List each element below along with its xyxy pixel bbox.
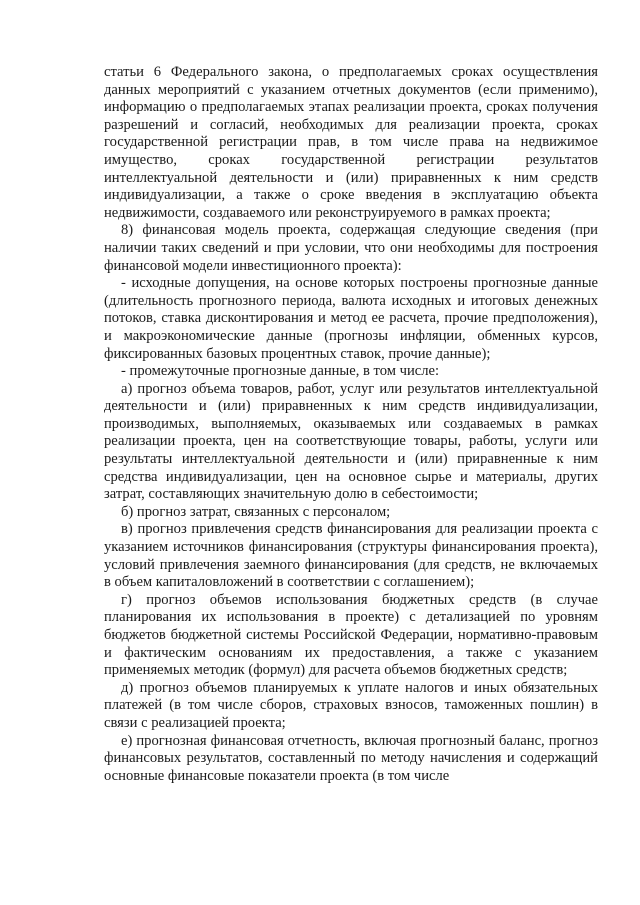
paragraph-financial-model: 8) финансовая модель проекта, содержащая следующие сведения (при наличии таких сведений и при условии, что они необходимы для построения финансовой модели инвестиционного проекта): <box>104 222 598 274</box>
paragraph-intermediate-forecasts: - промежуточные прогнозные данные, в том числе: <box>121 363 440 380</box>
document-page <box>104 64 598 785</box>
paragraph-item-b: б) прогноз затрат, связанных с персоналом; <box>121 503 391 520</box>
paragraph-item-e: е) прогнозная финансовая отчетность, включая прогнозный баланс, прогноз финансовых результатов, составленный по методу начисления и содержащий основные финансовые показатели проекта (в том числе <box>104 732 598 784</box>
paragraph-item-d: д) прогноз объемов планируемых к уплате налогов и иных обязательных платежей (в том числе сборов, страховых взносов, таможенных пошлин) в связи с реализацией проекта; <box>104 679 598 731</box>
paragraph-item-g: г) прогноз объемов использования бюджетных средств (в случае планирования их использования в проекте) с детализацией по уровням бюджетов бюджетной системы Российской Федерации, нормативно-правовым и фактическим основаниям их предоставления, а также с указанием применяемых методик (формул) для расчета объемов бюджетных средств; <box>104 591 598 679</box>
paragraph-item-v: в) прогноз привлечения средств финансирования для реализации проекта с указанием источников финансирования (структуры финансирования проекта), условий привлечения заемного финансирования (для средств, не включаемых в объем капиталовложений в соответствии с соглашением); <box>104 521 598 591</box>
paragraph-initial-assumptions: - исходные допущения, на основе которых построены прогнозные данные (длительность прогнозного периода, валюта исходных и итоговых денежных потоков, ставка дисконтирования и метод ее расчета, прочие предположения), и макроэкономические данные (прогнозы инфляции, обменных курсов, фиксированных базовых процентных ставок, прочие данные); <box>104 275 598 362</box>
paragraph-project-timeline: статьи 6 Федерального закона, о предполагаемых сроках осуществления данных мероприятий с указанием отчетных документов (если применимо), информацию о предполагаемых этапах реализации проекта, сроках получения разрешений и согласий, необходимых для реализации проекта, сроках государственной регистрации прав, в том числе права на недвижимое имущество, сроках государственной регистрации результатов интеллектуальной деятельности и (или) приравненных к ним средств индивидуализации, а также о сроке введения в эксплуатацию объекта недвижимости, создаваемого или реконструируемого в рамках проекта; <box>104 64 598 221</box>
paragraph-item-a: а) прогноз объема товаров, работ, услуг или результатов интеллектуальной деятельности и (или) приравненных к ним средств индивидуализации, производимых, выполняемых, оказываемых или создаваемых в рамках реализации проекта, цен на соответствующие товары, работы, услуги или результаты интеллектуальной деятельности и (или) приравненные к ним средства индивидуализации, цен на основное сырье и материалы, других затрат, составляющих значительную долю в себестоимости; <box>104 380 598 503</box>
